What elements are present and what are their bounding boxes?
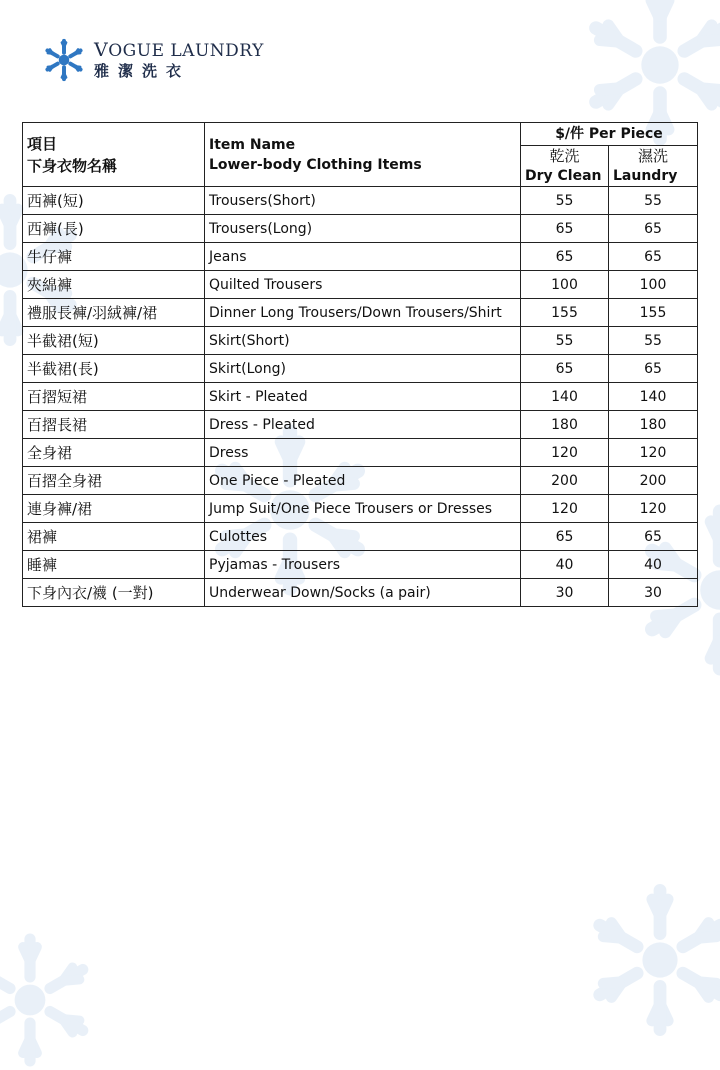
- dry-clean-price: 65: [521, 355, 609, 383]
- item-name-cn: 下身內衣/襪 (一對): [23, 579, 205, 607]
- laundry-price: 120: [609, 495, 698, 523]
- laundry-price: 155: [609, 299, 698, 327]
- item-name-cn: 裙褲: [23, 523, 205, 551]
- dry-clean-price: 200: [521, 467, 609, 495]
- item-name-cn: 夾綿褲: [23, 271, 205, 299]
- laundry-price: 55: [609, 327, 698, 355]
- dry-clean-price: 120: [521, 495, 609, 523]
- laundry-price: 65: [609, 523, 698, 551]
- watermark-snowflake-bottom-right: [580, 880, 720, 1040]
- table-row: [23, 439, 698, 467]
- laundry-price: 100: [609, 271, 698, 299]
- header-item-en: Item Name Lower-body Clothing Items: [205, 123, 521, 187]
- dry-clean-price: 30: [521, 579, 609, 607]
- laundry-price: 30: [609, 579, 698, 607]
- laundry-price: 65: [609, 243, 698, 271]
- table-row: [23, 523, 698, 551]
- item-name-cn: 西褲(短): [23, 187, 205, 215]
- item-name-en: Pyjamas - Trousers: [205, 551, 521, 579]
- item-name-en: Trousers(Long): [205, 215, 521, 243]
- laundry-price: 65: [609, 355, 698, 383]
- table-row: [23, 243, 698, 271]
- item-name-cn: 全身裙: [23, 439, 205, 467]
- table-row: [23, 383, 698, 411]
- dry-clean-price: 55: [521, 187, 609, 215]
- laundry-price: 140: [609, 383, 698, 411]
- dry-clean-price: 100: [521, 271, 609, 299]
- item-name-en: Dress: [205, 439, 521, 467]
- item-name-cn: 半截裙(長): [23, 355, 205, 383]
- dry-clean-price: 65: [521, 523, 609, 551]
- header-price-group: $/件 Per Piece: [521, 123, 698, 146]
- item-name-en: Dinner Long Trousers/Down Trousers/Shirt: [205, 299, 521, 327]
- table-row: [23, 327, 698, 355]
- laundry-price: 120: [609, 439, 698, 467]
- brand-name-zh: 雅潔洗衣: [94, 62, 191, 80]
- item-name-en: Culottes: [205, 523, 521, 551]
- table-row: [23, 551, 698, 579]
- item-name-cn: 西褲(長): [23, 215, 205, 243]
- item-name-cn: 百摺長裙: [23, 411, 205, 439]
- item-name-en: One Piece - Pleated: [205, 467, 521, 495]
- item-name-en: Quilted Trousers: [205, 271, 521, 299]
- table-row: [23, 187, 698, 215]
- item-name-en: Jeans: [205, 243, 521, 271]
- dry-clean-price: 55: [521, 327, 609, 355]
- dry-clean-price: 65: [521, 243, 609, 271]
- item-name-en: Skirt(Short): [205, 327, 521, 355]
- dry-clean-price: 140: [521, 383, 609, 411]
- brand-logo: [42, 38, 264, 82]
- snowflake-logo-icon: [42, 38, 86, 82]
- item-name-en: Trousers(Short): [205, 187, 521, 215]
- dry-clean-price: 155: [521, 299, 609, 327]
- header-laundry: 濕洗 Laundry: [609, 146, 698, 187]
- header-dry-clean: 乾洗 Dry Clean: [521, 146, 609, 187]
- table-row: [23, 215, 698, 243]
- item-name-en: Jump Suit/One Piece Trousers or Dresses: [205, 495, 521, 523]
- laundry-price: 40: [609, 551, 698, 579]
- item-name-cn: 禮服長褲/羽絨褲/裙: [23, 299, 205, 327]
- item-name-en: Skirt(Long): [205, 355, 521, 383]
- laundry-price: 65: [609, 215, 698, 243]
- table-row: [23, 271, 698, 299]
- dry-clean-price: 40: [521, 551, 609, 579]
- item-name-cn: 半截裙(短): [23, 327, 205, 355]
- brand-name-en: VOGUE LAUNDRY: [94, 39, 264, 61]
- item-name-cn: 百摺短裙: [23, 383, 205, 411]
- dry-clean-price: 65: [521, 215, 609, 243]
- table-row: [23, 299, 698, 327]
- dry-clean-price: 180: [521, 411, 609, 439]
- item-name-en: Skirt - Pleated: [205, 383, 521, 411]
- item-name-en: Underwear Down/Socks (a pair): [205, 579, 521, 607]
- item-name-cn: 百摺全身裙: [23, 467, 205, 495]
- item-name-cn: 睡褲: [23, 551, 205, 579]
- item-name-cn: 牛仔褲: [23, 243, 205, 271]
- table-row: [23, 411, 698, 439]
- item-name-cn: 連身褲/裙: [23, 495, 205, 523]
- laundry-price: 180: [609, 411, 698, 439]
- dry-clean-price: 120: [521, 439, 609, 467]
- table-row: [23, 355, 698, 383]
- price-table: [22, 122, 698, 607]
- watermark-snowflake-bottom-left: [0, 930, 100, 1070]
- header-item-cn: 項目 下身衣物名稱: [23, 123, 205, 187]
- table-row: [23, 495, 698, 523]
- laundry-price: 55: [609, 187, 698, 215]
- item-name-en: Dress - Pleated: [205, 411, 521, 439]
- table-row: [23, 467, 698, 495]
- table-row: [23, 579, 698, 607]
- laundry-price: 200: [609, 467, 698, 495]
